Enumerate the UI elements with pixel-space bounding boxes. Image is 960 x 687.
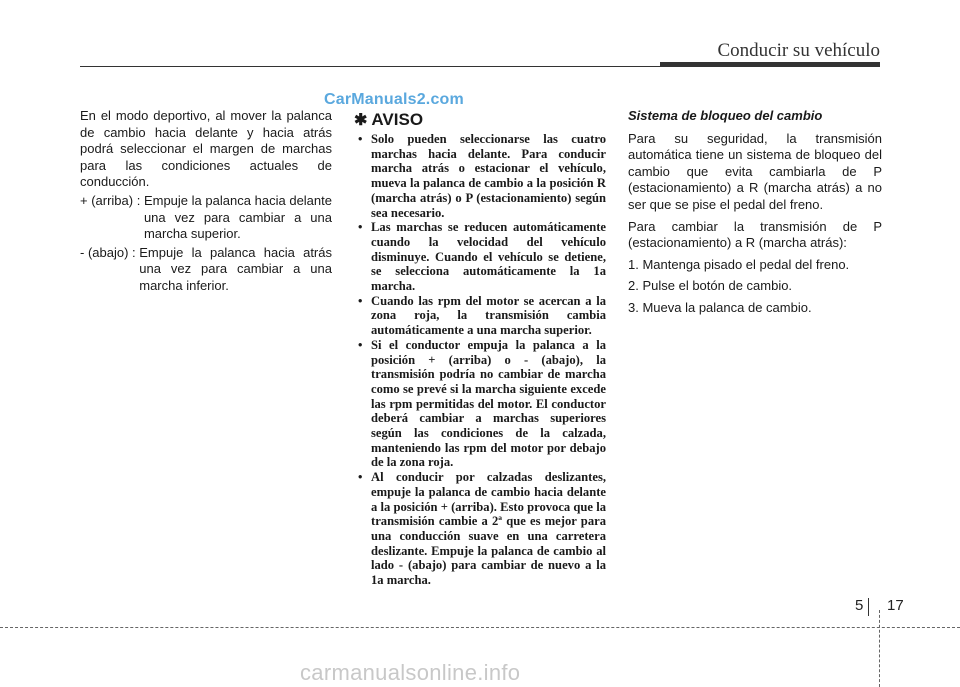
- subsection-heading: Sistema de bloqueo del cambio: [628, 108, 823, 123]
- definition-desc: Empuje la palanca hacia atrás una vez para cambiar a una marcha inferior.: [139, 244, 332, 293]
- step-item: 3. Mueva la palanca de cambio.: [628, 299, 812, 315]
- page-number: 17: [887, 597, 904, 614]
- list-item: [354, 294, 606, 338]
- bullet-icon: •: [358, 132, 363, 146]
- notice-box: [354, 110, 606, 588]
- notice-list: [354, 132, 606, 588]
- right-column: [628, 108, 882, 322]
- notice-title-text: AVISO: [371, 110, 424, 129]
- definition-term: - (abajo) :: [80, 244, 140, 260]
- bullet-icon: •: [358, 293, 363, 308]
- left-column: [80, 108, 332, 297]
- list-item: [354, 220, 606, 294]
- star-icon: ✱: [354, 112, 368, 129]
- paragraph: Para cambiar la transmisión de P (estacionamiento) a R (marcha atrás):: [628, 218, 882, 251]
- watermark-footer: carmanualsonline.info: [300, 660, 521, 685]
- definition-item: [80, 193, 332, 243]
- footer-divider: [0, 627, 960, 628]
- page-number-separator: [868, 598, 869, 616]
- list-item-text: Al conducir por calzadas deslizantes, empuje la palanca de cambio hacia delante a la posición + (arriba). Esto provoca que la transmisión cambie a 2ª que es mejor para una conducción suave en una carretera deslizante. Empuje la palanca de cambio al lado - (abajo) para cambiar de nuevo a la 1a marcha.: [371, 470, 606, 588]
- list-item: [354, 470, 606, 588]
- section-title: Conducir su vehículo: [717, 40, 880, 61]
- definition-term: + (arriba) :: [80, 192, 144, 208]
- list-item-text: Cuando las rpm del motor se acercan a la zona roja, la transmisión cambia automáticamente a una marcha superior.: [371, 293, 606, 338]
- paragraph: Para su seguridad, la transmisión automática tiene un sistema de bloqueo del cambio que evita cambiarla de P (estacionamiento) a R (marcha atrás) a no ser que se pise el pedal del freno.: [628, 130, 882, 212]
- step-item: 1. Mantenga pisado el pedal del freno.: [628, 256, 850, 272]
- definition-desc: Empuje la palanca hacia delante una vez para cambiar a una marcha superior.: [143, 192, 332, 242]
- chapter-number: 5: [855, 597, 864, 614]
- header-rule-accent: [660, 62, 880, 67]
- notice-title: [354, 110, 606, 130]
- shift-definitions: [80, 193, 332, 295]
- bullet-icon: •: [358, 337, 363, 352]
- step-item: 2. Pulse el botón de cambio.: [628, 278, 793, 294]
- list-item-text: Solo pueden seleccionarse las cuatro marchas hacia delante. Para conducir marcha atrás o estacionar el vehículo, mueva la palanca de cambio a la posición R (marcha atrás) o P (estacionamiento) según sea necesario.: [371, 132, 606, 220]
- list-item: [354, 338, 606, 470]
- intro-paragraph: En el modo deportivo, al mover la palanca de cambio hacia delante y hacia atrás podrá seleccionar el margen de marchas para las condiciones actuales de conducción.: [80, 108, 332, 190]
- list-item: [354, 132, 606, 220]
- list-item-text: Si el conductor empuja la palanca a la posición + (arriba) o - (abajo), la transmisión podría no cambiar de marcha como se prevé si la marcha siguiente excede las rpm permitidas del motor. El conductor deberá cambiar a marchas superiores según las condiciones de la calzada, manteniendo las rpm del motor por debajo de la zona roja.: [371, 337, 606, 470]
- definition-item: [80, 245, 332, 295]
- bullet-icon: •: [358, 470, 363, 485]
- watermark-link[interactable]: CarManuals2.com: [324, 91, 464, 108]
- list-item-text: Las marchas se reducen automáticamente cuando la velocidad del vehículo disminuye. Cuando el vehículo se detiene, se selecciona automáticamente la 1a marcha.: [371, 220, 606, 294]
- footer-vertical-divider: [879, 610, 880, 687]
- bullet-icon: •: [358, 220, 363, 235]
